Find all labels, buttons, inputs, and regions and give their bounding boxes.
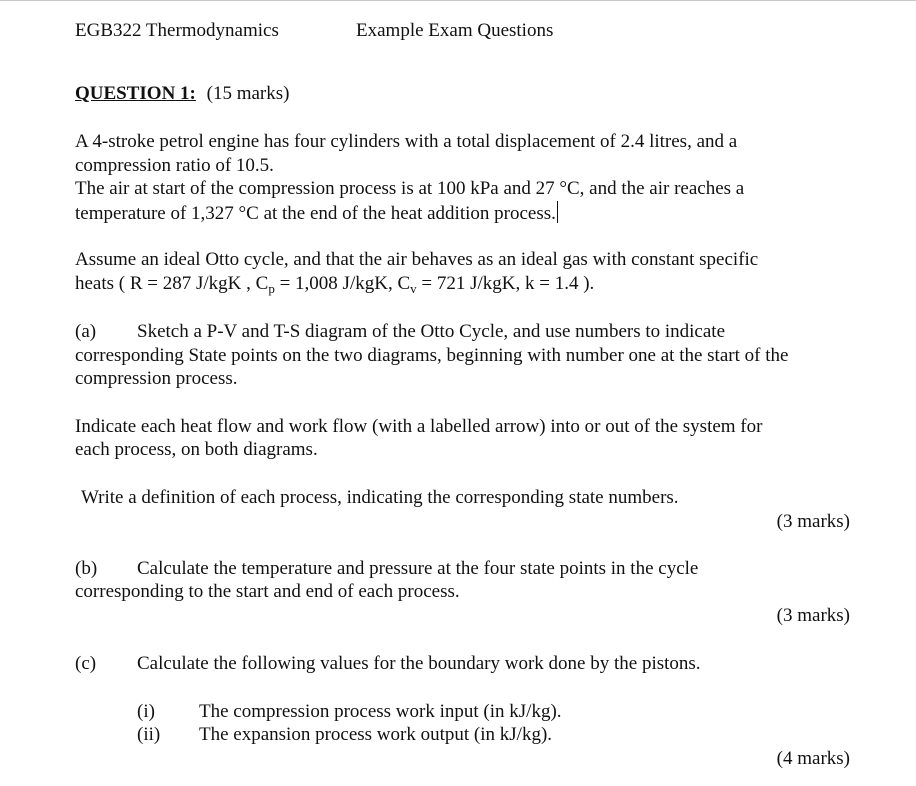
part-c-item-text: The compression process work input (in kJ/kg).: [199, 701, 562, 722]
part-a-line-2: corresponding State points on the two diagrams, beginning with number one at the start of the: [75, 345, 789, 366]
cv-subscript: v: [410, 281, 417, 296]
part-b-line-1: [75, 557, 698, 581]
part-a-text-1: Sketch a P-V and T-S diagram of the Otto Cycle, and use numbers to indicate: [137, 321, 726, 342]
part-c-line: [75, 652, 701, 676]
part-c-item: [137, 700, 562, 724]
part-a-line-1: [75, 320, 725, 344]
part-c-item: [137, 723, 552, 747]
heats-suffix: = 721 J/kgK, k = 1.4 ).: [416, 273, 595, 294]
intro-line-1: A 4-stroke petrol engine has four cylinders with a total displacement of 2.4 litres, and a: [75, 131, 738, 152]
part-c-label: (c): [75, 653, 97, 674]
heats-line: [75, 272, 594, 301]
intro-line-4-row: [75, 201, 558, 226]
part-c-item-text: The expansion process work output (in kJ/kg).: [199, 724, 553, 745]
part-c-item-label: (ii): [137, 724, 161, 745]
part-c-item-label: (i): [137, 701, 155, 722]
question-marks: (15 marks): [206, 83, 290, 104]
part-a-marks: (3 marks): [776, 511, 850, 532]
part-a-line-3: compression process.: [75, 368, 238, 389]
course-title: EGB322 Thermodynamics: [75, 20, 279, 41]
part-a-label: (a): [75, 321, 97, 342]
cp-subscript: p: [268, 281, 275, 296]
part-c-text: Calculate the following values for the boundary work done by the pistons.: [137, 653, 701, 674]
question-heading-row: [75, 82, 289, 106]
intro-line-3: The air at start of the compression process is at 100 kPa and 27 °C, and the air reaches a: [75, 178, 745, 199]
heats-mid: = 1,008 J/kgK, C: [274, 273, 411, 294]
part-b-text-1: Calculate the temperature and pressure at the four state points in the cycle: [137, 558, 699, 579]
write-definition-line: Write a definition of each process, indicating the corresponding state numbers.: [81, 487, 679, 508]
indicate-line-1: Indicate each heat flow and work flow (with a labelled arrow) into or out of the system for: [75, 416, 763, 437]
part-b-line-2: corresponding to the start and end of each process.: [75, 581, 460, 602]
part-c-marks: (4 marks): [776, 748, 850, 769]
question-heading: QUESTION 1:: [75, 83, 196, 104]
part-b-label: (b): [75, 558, 98, 579]
text-cursor: [557, 201, 558, 223]
part-b-marks: (3 marks): [776, 605, 850, 626]
indicate-line-2: each process, on both diagrams.: [75, 439, 318, 460]
intro-line-4: temperature of 1,327 °C at the end of the heat addition process.: [75, 203, 556, 224]
assume-line: Assume an ideal Otto cycle, and that the air behaves as an ideal gas with constant specific: [75, 249, 759, 270]
heats-prefix: heats ( R = 287 J/kgK , C: [75, 273, 269, 294]
top-border: [0, 0, 916, 1]
intro-line-2: compression ratio of 10.5.: [75, 155, 274, 176]
document-title: Example Exam Questions: [356, 20, 554, 41]
